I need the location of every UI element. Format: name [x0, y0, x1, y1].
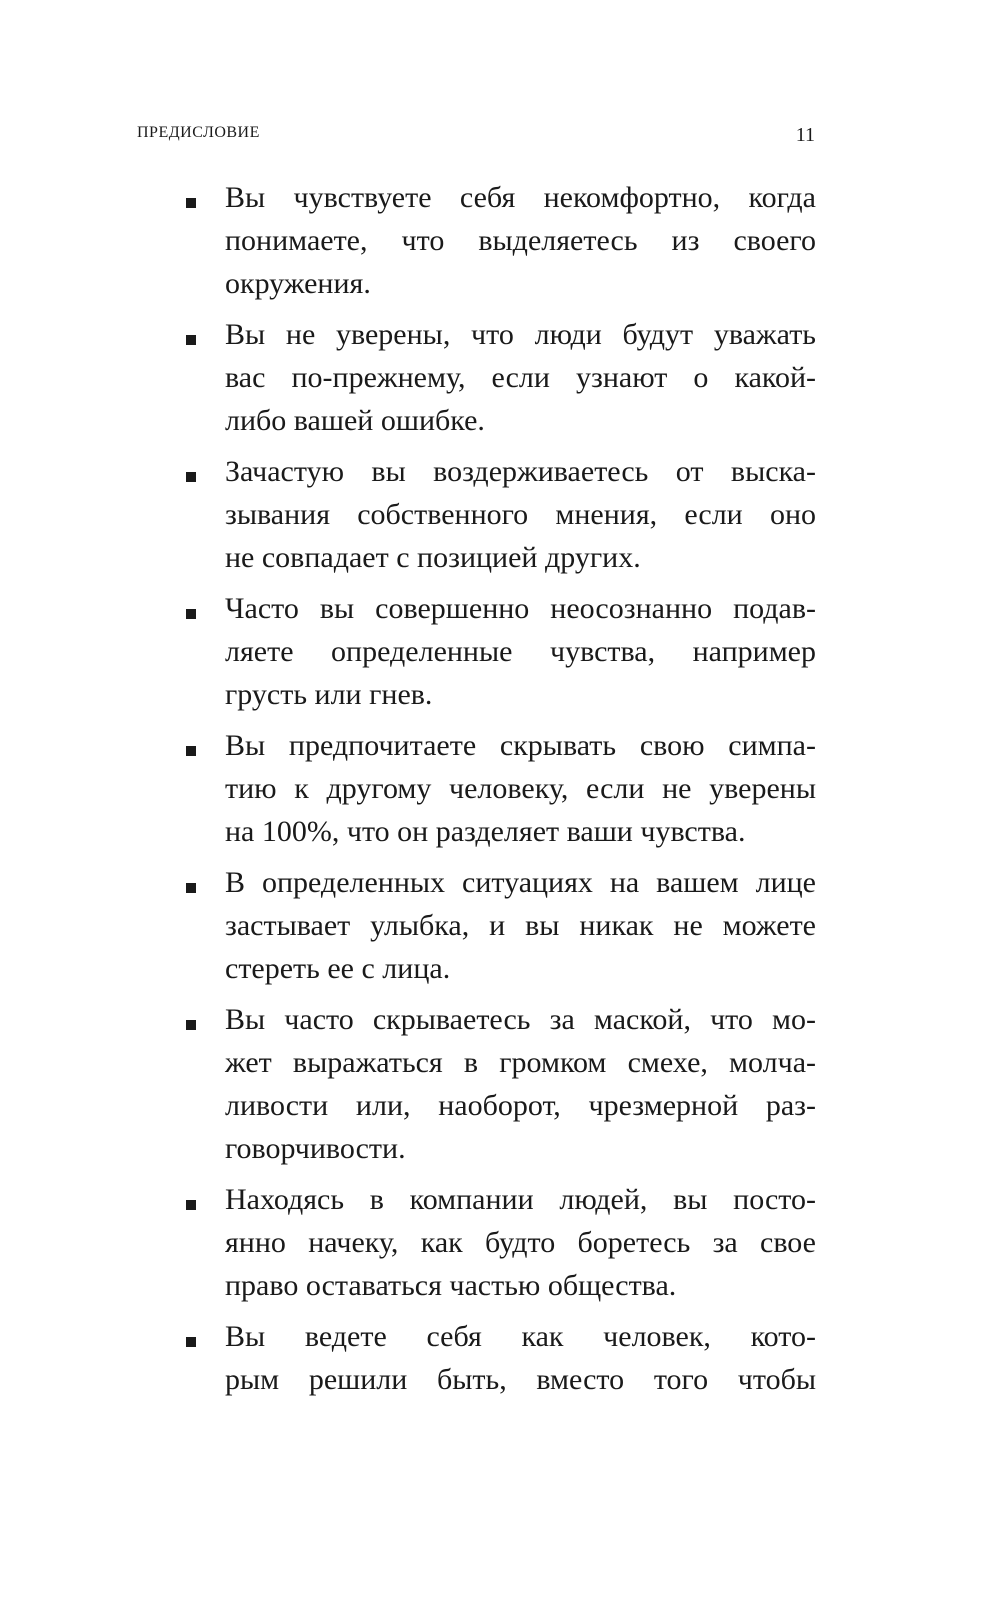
list-item-line: окружения.: [225, 267, 371, 300]
list-item-line: понимаете, что выделяетесь из своего: [225, 224, 816, 257]
list-item-line: говорчивости.: [225, 1132, 406, 1165]
list-item-line: ляете определенные чувства, например: [225, 635, 816, 668]
list-item-line: право оставаться частью общества.: [225, 1269, 677, 1302]
square-bullet-icon: [186, 609, 196, 619]
list-item-line: Часто вы совершенно неосознанно подав-: [225, 592, 816, 625]
square-bullet-icon: [186, 1337, 196, 1347]
square-bullet-icon: [186, 198, 196, 208]
page-number: 11: [795, 124, 815, 146]
square-bullet-icon: [186, 335, 196, 345]
square-bullet-icon: [186, 1020, 196, 1030]
list-item-line: Находясь в компании людей, вы посто-: [225, 1183, 816, 1216]
bullet-list: [186, 176, 816, 1409]
list-item: [186, 313, 816, 442]
running-head: ПРЕДИСЛОВИЕ: [137, 124, 260, 141]
list-item-line: В определенных ситуациях на вашем лице: [225, 866, 816, 899]
list-item-line: Вы часто скрываетесь за маской, что мо-: [225, 1003, 816, 1036]
list-item-line: Вы не уверены, что люди будут уважать: [225, 318, 816, 351]
list-item: [186, 998, 816, 1170]
list-item-line: Вы ведете себя как человек, кото-: [225, 1320, 816, 1353]
list-item-line: грусть или гнев.: [225, 678, 433, 711]
list-item: [186, 450, 816, 579]
list-item-line: ливости или, наоборот, чрезмерной раз-: [225, 1089, 816, 1122]
list-item-line: либо вашей ошибке.: [225, 404, 485, 437]
list-item-line: Вы предпочитаете скрывать свою симпа-: [225, 729, 816, 762]
list-item-line: стереть ее с лица.: [225, 952, 451, 985]
list-item-line: застывает улыбка, и вы никак не можете: [225, 909, 816, 942]
list-item: [186, 587, 816, 716]
list-item-line: янно начеку, как будто боретесь за свое: [225, 1226, 816, 1259]
list-item-line: рым решили быть, вместо того чтобы: [225, 1363, 816, 1396]
list-item: [186, 176, 816, 305]
list-item: [186, 724, 816, 853]
list-item-line: Вы чувствуете себя некомфортно, когда: [225, 181, 816, 214]
list-item: [186, 1178, 816, 1307]
list-item-line: жет выражаться в громком смехе, молча-: [225, 1046, 816, 1079]
list-item-line: зывания собственного мнения, если оно: [225, 498, 816, 531]
square-bullet-icon: [186, 472, 196, 482]
list-item: [186, 861, 816, 990]
list-item-line: на 100%, что он разделяет ваши чувства.: [225, 815, 746, 848]
square-bullet-icon: [186, 746, 196, 756]
square-bullet-icon: [186, 1200, 196, 1210]
square-bullet-icon: [186, 883, 196, 893]
list-item-line: вас по-прежнему, если узнают о какой-: [225, 361, 816, 394]
list-item-line: Зачастую вы воздерживаетесь от выска-: [225, 455, 816, 488]
list-item: [186, 1315, 816, 1401]
list-item-line: не совпадает с позицией других.: [225, 541, 641, 574]
list-item-line: тию к другому человеку, если не уверены: [225, 772, 816, 805]
